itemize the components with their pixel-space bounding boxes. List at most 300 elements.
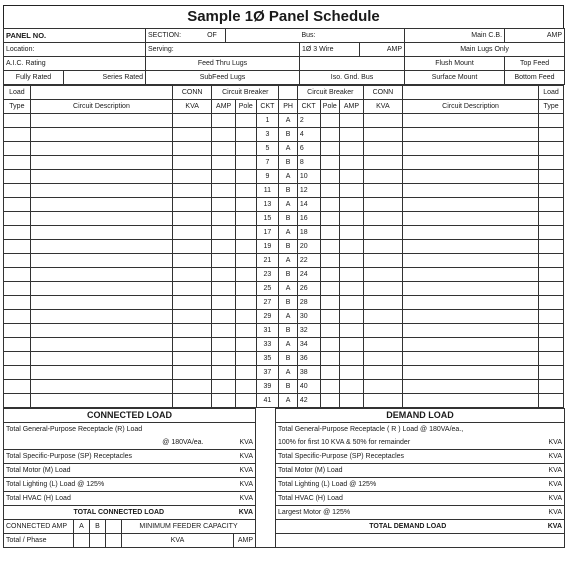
breaker-amp-left[interactable] (212, 324, 236, 338)
ckt-number-left: 15 (256, 212, 279, 226)
circuit-description-left[interactable] (30, 324, 172, 338)
breaker-pole-left[interactable] (235, 282, 256, 296)
load-type-right[interactable] (539, 254, 564, 268)
breaker-amp-right[interactable] (340, 380, 364, 394)
circuit-description-left[interactable] (30, 282, 172, 296)
circuit-description-right[interactable] (402, 310, 538, 324)
conn-kva-left[interactable] (173, 226, 212, 240)
load-type-left[interactable] (4, 170, 31, 184)
load-type-right[interactable] (539, 184, 564, 198)
ckt-number-left: 5 (256, 142, 279, 156)
breaker-amp-right[interactable] (340, 240, 364, 254)
breaker-pole-right[interactable] (320, 268, 340, 282)
conn-kva-right[interactable] (363, 296, 402, 310)
circuit-description-right[interactable] (402, 170, 538, 184)
conn-kva-left[interactable] (173, 352, 212, 366)
ckt-number-right: 36 (297, 352, 320, 366)
breaker-pole-left[interactable] (235, 338, 256, 352)
circuit-description-left[interactable] (30, 268, 172, 282)
conn-kva-right[interactable] (363, 184, 402, 198)
breaker-amp-left[interactable] (212, 170, 236, 184)
breaker-amp-right[interactable] (340, 338, 364, 352)
main-lugs-label[interactable]: Main Lugs Only (405, 43, 565, 57)
breaker-pole-right[interactable] (320, 198, 340, 212)
circuit-description-left[interactable] (30, 226, 172, 240)
ckt-number-left: 21 (256, 254, 279, 268)
breaker-pole-right[interactable] (320, 366, 340, 380)
load-type-left[interactable] (4, 254, 31, 268)
conn-kva-right[interactable] (363, 338, 402, 352)
load-type-right[interactable] (539, 198, 564, 212)
breaker-pole-left[interactable] (235, 394, 256, 408)
fully-rated-option[interactable]: Fully Rated (4, 71, 64, 85)
conn-kva-right[interactable] (363, 394, 402, 408)
circuit-description-right[interactable] (402, 366, 538, 380)
breaker-amp-right[interactable] (340, 394, 364, 408)
breaker-pole-right[interactable] (320, 394, 340, 408)
circuit-description-right[interactable] (402, 114, 538, 128)
circuit-description-left[interactable] (30, 394, 172, 408)
circuit-description-left[interactable] (30, 296, 172, 310)
circuit-description-right[interactable] (402, 268, 538, 282)
conn-kva-left[interactable] (173, 366, 212, 380)
breaker-amp-left[interactable] (212, 226, 236, 240)
circuit-description-right[interactable] (402, 240, 538, 254)
bus-field[interactable]: Bus: (300, 29, 405, 43)
breaker-amp-right[interactable] (340, 254, 364, 268)
breaker-pole-right[interactable] (320, 212, 340, 226)
conn-hvac-label: Total HVAC (H) Load (4, 492, 234, 506)
circuit-description-right[interactable] (402, 226, 538, 240)
breaker-amp-right[interactable] (340, 128, 364, 142)
phase-label: B (279, 352, 298, 366)
load-type-right[interactable] (539, 212, 564, 226)
breaker-pole-right[interactable] (320, 156, 340, 170)
circuit-description-left[interactable] (30, 212, 172, 226)
conn-kva-left[interactable] (173, 128, 212, 142)
breaker-pole-right[interactable] (320, 114, 340, 128)
phase-label: A (279, 310, 298, 324)
breaker-pole-left[interactable] (235, 310, 256, 324)
breaker-pole-left[interactable] (235, 324, 256, 338)
load-type-right[interactable] (539, 156, 564, 170)
load-type-left[interactable] (4, 268, 31, 282)
breaker-pole-right[interactable] (320, 128, 340, 142)
ckt-header-left: CKT (256, 100, 279, 114)
load-type-right[interactable] (539, 310, 564, 324)
conn-kva-right[interactable] (363, 170, 402, 184)
load-type-right[interactable] (539, 352, 564, 366)
circuit-description-right[interactable] (402, 128, 538, 142)
load-type-left[interactable] (4, 156, 31, 170)
table-row (4, 212, 564, 226)
breaker-amp-left[interactable] (212, 114, 236, 128)
ckt-number-right: 14 (297, 198, 320, 212)
ckt-number-right: 22 (297, 254, 320, 268)
breaker-amp-left[interactable] (212, 142, 236, 156)
load-type-left[interactable] (4, 310, 31, 324)
breaker-amp-left[interactable] (212, 310, 236, 324)
ckt-number-left: 41 (256, 394, 279, 408)
conn-kva-left[interactable] (173, 170, 212, 184)
ckt-number-right: 4 (297, 128, 320, 142)
phase-label: B (279, 268, 298, 282)
conn-kva-right[interactable] (363, 142, 402, 156)
conn-kva-left[interactable] (173, 198, 212, 212)
series-rated-option[interactable]: Series Rated (64, 71, 146, 85)
breaker-amp-left[interactable] (212, 282, 236, 296)
breaker-pole-left[interactable] (235, 156, 256, 170)
ckt-number-left: 3 (256, 128, 279, 142)
breaker-pole-right[interactable] (320, 296, 340, 310)
table-row (4, 142, 564, 156)
conn-kva-right[interactable] (363, 310, 402, 324)
ckt-number-right: 34 (297, 338, 320, 352)
load-type-left[interactable] (4, 184, 31, 198)
breaker-pole-right[interactable] (320, 338, 340, 352)
breaker-amp-left[interactable] (212, 240, 236, 254)
circuit-description-left[interactable] (30, 170, 172, 184)
table-row (4, 324, 564, 338)
conn-kva-left[interactable] (173, 268, 212, 282)
ckt-number-left: 7 (256, 156, 279, 170)
breaker-amp-right[interactable] (340, 352, 364, 366)
wire-amp: AMP (360, 43, 405, 57)
breaker-amp-right[interactable] (340, 226, 364, 240)
phase-label: B (279, 296, 298, 310)
min-feeder-kva[interactable]: KVA (122, 534, 234, 548)
min-feeder-amp[interactable]: AMP (234, 534, 256, 548)
conn-kva-right[interactable] (363, 380, 402, 394)
breaker-amp-right[interactable] (340, 156, 364, 170)
phase-label: A (279, 226, 298, 240)
main-cb-field[interactable]: Main C.B. (405, 29, 505, 43)
phase-label: A (279, 114, 298, 128)
demand-sp-kva[interactable]: KVA (540, 450, 565, 464)
ckt-number-right: 26 (297, 282, 320, 296)
load-type-left[interactable] (4, 128, 31, 142)
circuit-description-left[interactable] (30, 156, 172, 170)
breaker-pole-right[interactable] (320, 324, 340, 338)
table-row (4, 240, 564, 254)
load-type-right[interactable] (539, 114, 564, 128)
load-type-left[interactable] (4, 198, 31, 212)
breaker-pole-left[interactable] (235, 296, 256, 310)
breaker-amp-right[interactable] (340, 310, 364, 324)
ckt-number-left: 11 (256, 184, 279, 198)
breaker-amp-right[interactable] (340, 170, 364, 184)
phase-a-value[interactable] (74, 534, 90, 548)
conn-kva-left[interactable] (173, 184, 212, 198)
load-type-right[interactable] (539, 324, 564, 338)
breaker-pole-left[interactable] (235, 380, 256, 394)
load-type-left[interactable] (4, 226, 31, 240)
conn-sp-label: Total Specific-Purpose (SP) Receptacles (4, 450, 234, 464)
kva-header-right: KVA (363, 100, 402, 114)
conn-kva-right[interactable] (363, 282, 402, 296)
load-type-right[interactable] (539, 366, 564, 380)
load-type-right[interactable] (539, 282, 564, 296)
breaker-pole-left[interactable] (235, 240, 256, 254)
load-type-left[interactable] (4, 352, 31, 366)
conn-hvac-kva[interactable]: KVA (234, 492, 256, 506)
conn-kva-left[interactable] (173, 114, 212, 128)
conn-kva-right[interactable] (363, 156, 402, 170)
breaker-amp-right[interactable] (340, 268, 364, 282)
conn-kva-left[interactable] (173, 380, 212, 394)
circuit-description-left[interactable] (30, 380, 172, 394)
conn-kva-right[interactable] (363, 324, 402, 338)
conn-kva-right[interactable] (363, 114, 402, 128)
load-type-right[interactable] (539, 128, 564, 142)
iso-gnd-bus-option[interactable]: Iso. Gnd. Bus (300, 71, 405, 85)
conn-kva-left[interactable] (173, 394, 212, 408)
demand-motor-kva[interactable]: KVA (540, 464, 565, 478)
circuit-description-left[interactable] (30, 352, 172, 366)
ckt-number-right: 28 (297, 296, 320, 310)
breaker-amp-left[interactable] (212, 366, 236, 380)
table-row (4, 114, 564, 128)
breaker-pole-left[interactable] (235, 184, 256, 198)
conn-sp-kva[interactable]: KVA (234, 450, 256, 464)
load-type-right[interactable] (539, 268, 564, 282)
bottom-feed-option[interactable]: Bottom Feed (505, 71, 565, 85)
load-type-left[interactable] (4, 324, 31, 338)
conn-kva-right[interactable] (363, 128, 402, 142)
serving-field[interactable]: Serving: (146, 43, 300, 57)
circuit-description-right[interactable] (402, 184, 538, 198)
breaker-amp-right[interactable] (340, 142, 364, 156)
conn-kva-right[interactable] (363, 254, 402, 268)
breaker-pole-left[interactable] (235, 366, 256, 380)
circuit-description-left[interactable] (30, 310, 172, 324)
circuit-description-left[interactable] (30, 184, 172, 198)
connected-load-heading: CONNECTED LOAD (4, 409, 256, 423)
conn-kva-right[interactable] (363, 198, 402, 212)
breaker-amp-right[interactable] (340, 324, 364, 338)
circuit-description-left[interactable] (30, 142, 172, 156)
load-type-right[interactable] (539, 338, 564, 352)
breaker-pole-left[interactable] (235, 226, 256, 240)
conn-lighting-kva[interactable]: KVA (234, 478, 256, 492)
load-type-left[interactable] (4, 366, 31, 380)
load-type-right[interactable] (539, 240, 564, 254)
table-row (4, 254, 564, 268)
conn-kva-right[interactable] (363, 212, 402, 226)
breaker-amp-right[interactable] (340, 296, 364, 310)
breaker-amp-right[interactable] (340, 212, 364, 226)
circuit-description-right[interactable] (402, 394, 538, 408)
ckt-number-left: 29 (256, 310, 279, 324)
breaker-pole-right[interactable] (320, 170, 340, 184)
circuit-description-right[interactable] (402, 212, 538, 226)
demand-lighting-kva[interactable]: KVA (540, 478, 565, 492)
circuit-description-right[interactable] (402, 156, 538, 170)
circuit-description-right[interactable] (402, 380, 538, 394)
conn-motor-kva[interactable]: KVA (234, 464, 256, 478)
load-type-right[interactable] (539, 170, 564, 184)
conn-kva-left[interactable] (173, 282, 212, 296)
breaker-amp-left[interactable] (212, 254, 236, 268)
load-type-left[interactable] (4, 338, 31, 352)
demand-lighting-label: Total Lighting (L) Load @ 125% (276, 478, 540, 492)
load-type-left[interactable] (4, 240, 31, 254)
breaker-pole-left[interactable] (235, 114, 256, 128)
breaker-pole-left[interactable] (235, 198, 256, 212)
demand-hvac-kva[interactable]: KVA (540, 492, 565, 506)
conn-kva-right[interactable] (363, 366, 402, 380)
circuit-description-left[interactable] (30, 254, 172, 268)
breaker-amp-left[interactable] (212, 268, 236, 282)
phase-label: B (279, 184, 298, 198)
breaker-amp-right[interactable] (340, 184, 364, 198)
surface-mount-option[interactable]: Surface Mount (405, 71, 505, 85)
breaker-pole-left[interactable] (235, 128, 256, 142)
phase-label: B (279, 156, 298, 170)
breaker-pole-right[interactable] (320, 254, 340, 268)
breaker-pole-left[interactable] (235, 212, 256, 226)
breaker-amp-right[interactable] (340, 366, 364, 380)
ckt-number-right: 42 (297, 394, 320, 408)
breaker-pole-right[interactable] (320, 226, 340, 240)
conn-kva-right[interactable] (363, 352, 402, 366)
breaker-pole-right[interactable] (320, 310, 340, 324)
aic-rating-label: A.I.C. Rating (4, 57, 146, 71)
circuit-description-right[interactable] (402, 254, 538, 268)
pole-header-right: Pole (320, 100, 340, 114)
conn-kva-left[interactable] (173, 156, 212, 170)
circuit-description-left[interactable] (30, 114, 172, 128)
circuit-description-left[interactable] (30, 198, 172, 212)
circuit-description-right[interactable] (402, 142, 538, 156)
load-type-right[interactable] (539, 226, 564, 240)
conn-kva-right[interactable] (363, 268, 402, 282)
total-connected-kva[interactable]: KVA (234, 506, 256, 520)
conn-kva-left[interactable] (173, 212, 212, 226)
load-header-right: Load (539, 86, 564, 100)
breaker-pole-left[interactable] (235, 268, 256, 282)
table-row (4, 296, 564, 310)
breaker-amp-right[interactable] (340, 282, 364, 296)
load-type-left[interactable] (4, 114, 31, 128)
ckt-number-right: 2 (297, 114, 320, 128)
breaker-pole-left[interactable] (235, 254, 256, 268)
load-type-right[interactable] (539, 296, 564, 310)
phase-b-value[interactable] (90, 534, 106, 548)
circuit-description-right[interactable] (402, 198, 538, 212)
total-demand-kva[interactable]: KVA (540, 520, 565, 534)
breaker-amp-left[interactable] (212, 338, 236, 352)
conn-kva-left[interactable] (173, 240, 212, 254)
breaker-amp-left[interactable] (212, 394, 236, 408)
breaker-pole-right[interactable] (320, 282, 340, 296)
ckt-number-left: 39 (256, 380, 279, 394)
breaker-amp-left[interactable] (212, 380, 236, 394)
breaker-amp-left[interactable] (212, 198, 236, 212)
conn-kva-left[interactable] (173, 142, 212, 156)
conn-kva-right[interactable] (363, 226, 402, 240)
load-type-left[interactable] (4, 142, 31, 156)
ckt-number-right: 6 (297, 142, 320, 156)
conn-kva-right[interactable] (363, 240, 402, 254)
circuit-description-right[interactable] (402, 338, 538, 352)
load-type-right[interactable] (539, 394, 564, 408)
conn-kva-left[interactable] (173, 296, 212, 310)
circuit-description-left[interactable] (30, 128, 172, 142)
breaker-amp-left[interactable] (212, 212, 236, 226)
breaker-amp-right[interactable] (340, 198, 364, 212)
circuit-description-left[interactable] (30, 366, 172, 380)
load-type-left[interactable] (4, 212, 31, 226)
demand-receptacle-rate: 100% for first 10 KVA & 50% for remainder (276, 436, 540, 450)
breaker-amp-right[interactable] (340, 114, 364, 128)
conn-receptacle-kva[interactable]: KVA (234, 436, 256, 450)
table-row (4, 338, 564, 352)
breaker-pole-right[interactable] (320, 184, 340, 198)
subfeed-lugs-option[interactable]: SubFeed Lugs (146, 71, 300, 85)
conn-kva-left[interactable] (173, 338, 212, 352)
flush-mount-option[interactable]: Flush Mount (405, 57, 505, 71)
breaker-pole-right[interactable] (320, 142, 340, 156)
ckt-number-left: 13 (256, 198, 279, 212)
feed-thru-lugs-option[interactable]: Feed Thru Lugs (146, 57, 300, 71)
largest-motor-kva[interactable]: KVA (540, 506, 565, 520)
breaker-amp-left[interactable] (212, 184, 236, 198)
circuit-description-right[interactable] (402, 282, 538, 296)
breaker-amp-left[interactable] (212, 296, 236, 310)
conn-kva-left[interactable] (173, 310, 212, 324)
phase-label: A (279, 366, 298, 380)
conn-header-left: CONN (173, 86, 212, 100)
circuit-description-left[interactable] (30, 338, 172, 352)
section-field[interactable]: SECTION: OF (146, 29, 226, 43)
load-type-left[interactable] (4, 296, 31, 310)
panel-no-field[interactable]: PANEL NO. (4, 29, 146, 43)
breaker-amp-left[interactable] (212, 156, 236, 170)
breaker-amp-left[interactable] (212, 352, 236, 366)
table-row (4, 282, 564, 296)
circuit-description-right[interactable] (402, 324, 538, 338)
ckt-number-left: 1 (256, 114, 279, 128)
breaker-pole-left[interactable] (235, 352, 256, 366)
breaker-pole-right[interactable] (320, 380, 340, 394)
breaker-pole-right[interactable] (320, 352, 340, 366)
circuit-description-right[interactable] (402, 352, 538, 366)
breaker-amp-left[interactable] (212, 128, 236, 142)
phase-label: B (279, 240, 298, 254)
demand-receptacle-kva[interactable]: KVA (540, 436, 565, 450)
circuit-description-left[interactable] (30, 240, 172, 254)
conn-motor-label: Total Motor (M) Load (4, 464, 234, 478)
breaker-pole-left[interactable] (235, 142, 256, 156)
circuit-description-right[interactable] (402, 296, 538, 310)
top-feed-option[interactable]: Top Feed (505, 57, 565, 71)
load-type-right[interactable] (539, 380, 564, 394)
breaker-pole-right[interactable] (320, 240, 340, 254)
load-type-left[interactable] (4, 394, 31, 408)
conn-receptacle-rate: @ 180VA/ea. (4, 436, 234, 450)
load-type-left[interactable] (4, 380, 31, 394)
load-type-left[interactable] (4, 282, 31, 296)
location-field[interactable]: Location: (4, 43, 146, 57)
conn-kva-left[interactable] (173, 324, 212, 338)
phase-label: B (279, 324, 298, 338)
ckt-number-left: 23 (256, 268, 279, 282)
conn-kva-left[interactable] (173, 254, 212, 268)
ckt-number-left: 27 (256, 296, 279, 310)
breaker-pole-left[interactable] (235, 170, 256, 184)
load-type-right[interactable] (539, 142, 564, 156)
